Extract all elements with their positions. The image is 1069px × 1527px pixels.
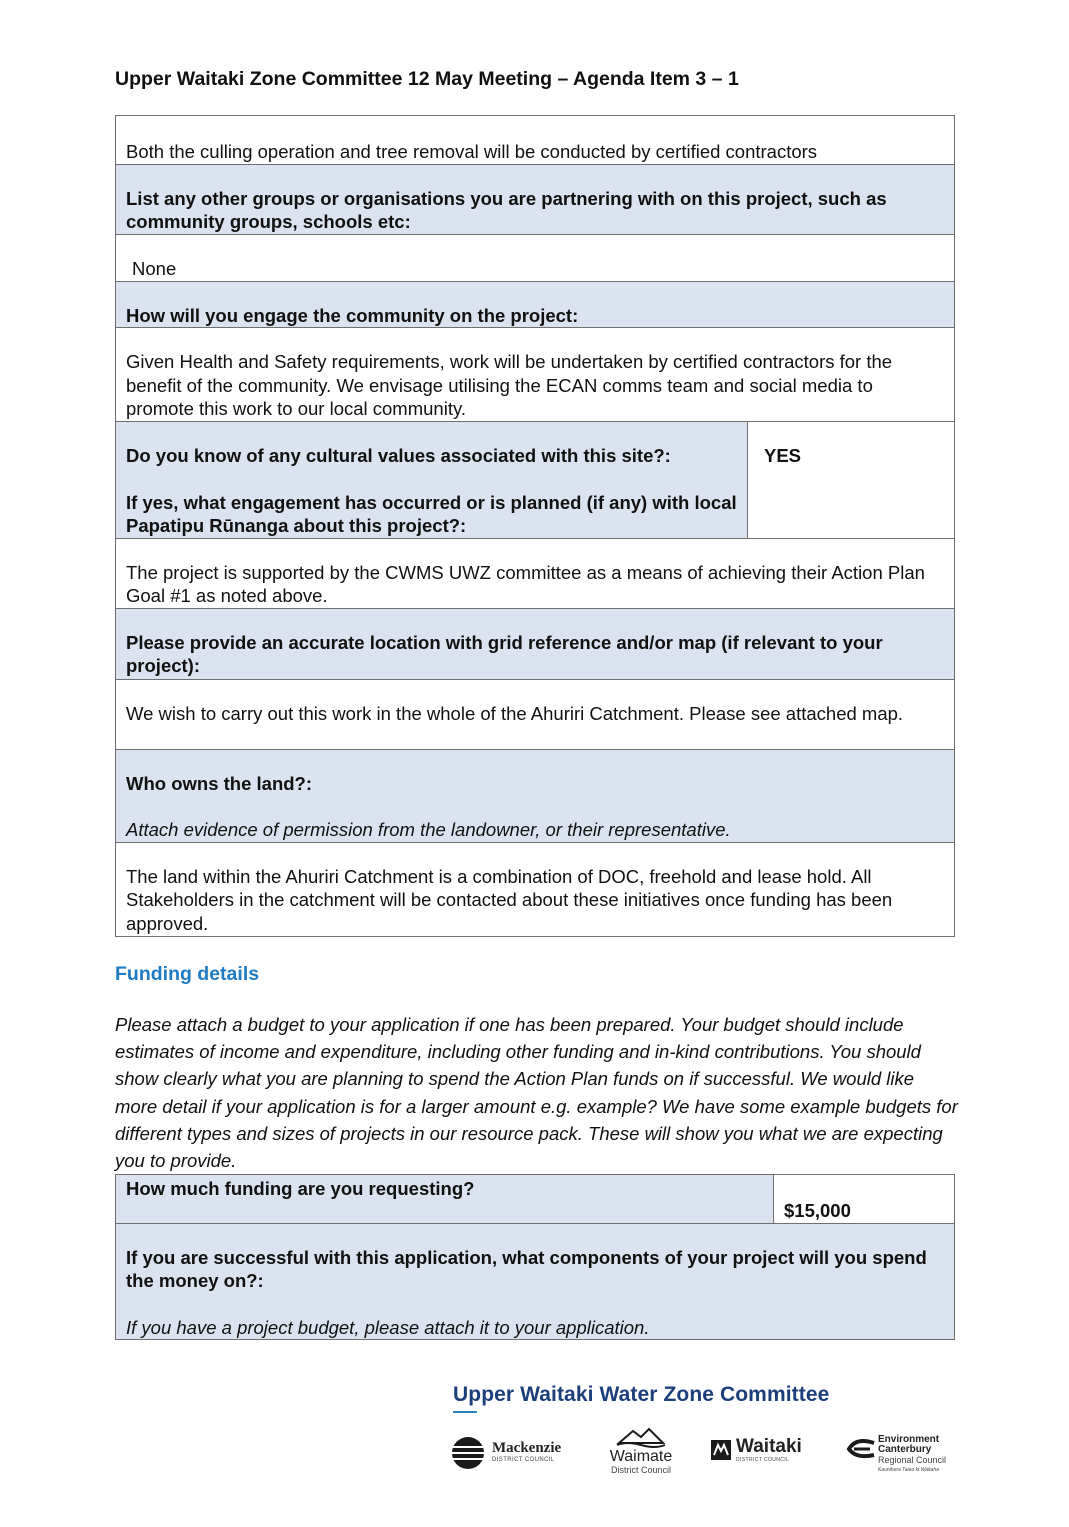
footer-accent-line [453, 1411, 477, 1413]
council-logos [450, 1425, 960, 1485]
waitaki-logo-name: Waitaki [736, 1436, 802, 1457]
waitaki-logo-sub: DISTRICT COUNCIL [736, 1457, 790, 1463]
waitaki-emblem-icon [710, 1439, 732, 1461]
waimate-logo-name: Waimate [609, 1448, 673, 1465]
project-details-table [115, 115, 955, 937]
ecan-logo-tagline: Kaunihera Taiao ki Waitaha [878, 1467, 939, 1473]
cultural-question [116, 422, 748, 539]
page-header: Upper Waitaki Zone Committee 12 May Meeting – Agenda Item 3 – 1 [115, 68, 739, 90]
waimate-emblem-icon [613, 1425, 669, 1449]
owner-question: Who owns the land?: Attach evidence of permission from the landowner, or their representative. [116, 749, 955, 842]
components-question: If you are successful with this application, what components of your project will you spend the money on?: If you have a project budget, please attach it to your application. [116, 1223, 955, 1340]
owner-answer: The land within the Ahuriri Catchment is a combination of DOC, freehold and lease hold. All Stakeholders in the catchment will be contacted about these initiatives once funding has been approved. [116, 842, 955, 936]
owner-note: Attach evidence of permission from the landowner, or their representative. [126, 819, 731, 840]
location-question: Please provide an accurate location with grid reference and/or map (if relevant to your project): [116, 608, 955, 679]
components-note: If you have a project budget, please attach it to your application. [126, 1316, 650, 1338]
footer-committee-title: Upper Waitaki Water Zone Committee [453, 1383, 830, 1406]
waimate-logo [596, 1425, 686, 1475]
contractors-answer: Both the culling operation and tree removal will be conducted by certified contractors [116, 116, 955, 165]
engage-question: How will you engage the community on the project: [116, 281, 955, 328]
waimate-logo-sub: District Council [610, 1465, 671, 1475]
mackenzie-logo-name: Mackenzie [492, 1440, 562, 1456]
ecan-logo-sub: Regional Council [878, 1455, 947, 1465]
ecan-emblem-icon [846, 1437, 876, 1461]
cultural-answer: YES [748, 422, 955, 539]
funding-instructions: Please attach a budget to your application if one has been prepared. Your budget should include estimates of income and expenditure, including other funding and in-kind contributions. You should show clearly what you are planning to spend the Action Plan funds on if successful. We would like more detail if your application is for a larger amount e.g. example? We have some example budgets for different types and sizes of projects in our resource pack. These will show you what we are expecting you to provide. [115, 1014, 958, 1172]
funding-request-amount: $15,000 [774, 1175, 955, 1224]
funding-request-question: How much funding are you requesting? [116, 1175, 774, 1224]
runanga-question: If yes, what engagement has occurred or is planned (if any) with local Papatipu Rūnanga about this project?: [126, 491, 737, 536]
mackenzie-logo-sub: DISTRICT COUNCIL [492, 1457, 555, 1463]
engage-answer: Given Health and Safety requirements, work will be undertaken by certified contractors for the benefit of the community. We envisage utilising the ECAN comms team and social media to promote this work to our local community. [116, 328, 955, 422]
partners-question: List any other groups or organisations you are partnering with on this project, such as community groups, schools etc: [116, 164, 955, 234]
funding-table [115, 1174, 955, 1340]
partners-answer: None [116, 234, 955, 281]
location-answer: We wish to carry out this work in the whole of the Ahuriri Catchment. Please see attached map. [116, 679, 955, 749]
ecan-logo-name-2: Canterbury [878, 1444, 932, 1455]
cultural-values-question: Do you know of any cultural values associated with this site?: [126, 445, 671, 466]
funding-details-heading: Funding details [115, 963, 260, 985]
ecan-logo-name-1: Environment [878, 1434, 940, 1445]
runanga-answer: The project is supported by the CWMS UWZ committee as a means of achieving their Action Plan Goal #1 as noted above. [116, 538, 955, 608]
mackenzie-emblem-icon [450, 1435, 486, 1471]
